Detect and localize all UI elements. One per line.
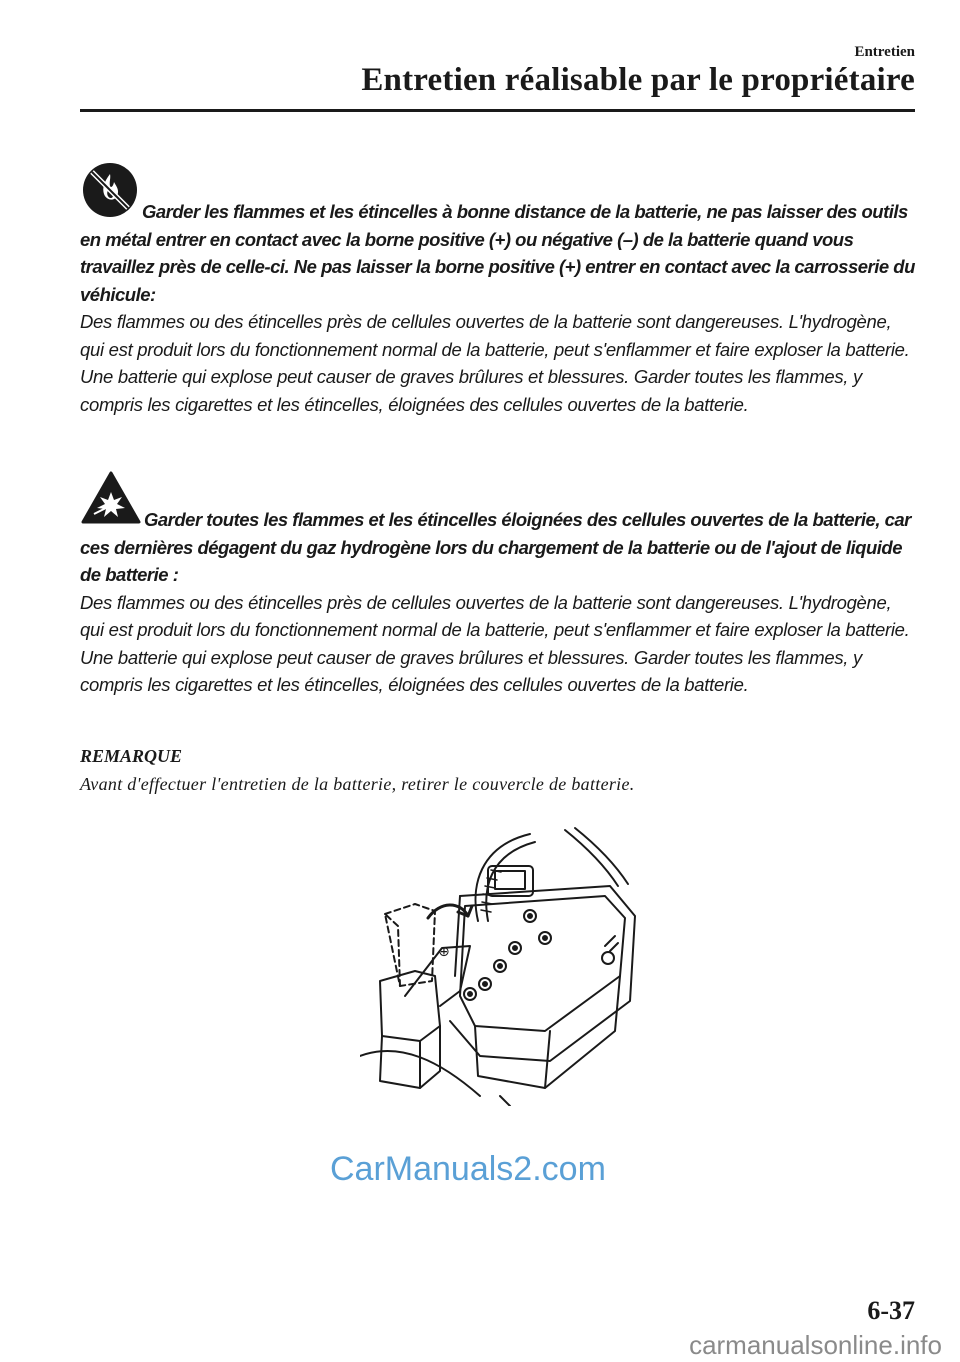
- section-label: Entretien: [854, 44, 915, 60]
- warning-body: Des flammes ou des étincelles près de cellules ouvertes de la batterie sont dangereuses. L'hydrogène, qui est produit lors du fonctionnement normal de la batterie, peut s'enflammer et faire exploser la batterie. Une batterie qui explose peut causer de graves brûlures et blessures. Garder toutes les flammes, y compris les cigarettes et les étincelles, éloignées des cellules ouvertes de la batterie.: [80, 591, 910, 695]
- page-number: 6-37: [867, 1296, 915, 1325]
- no-flame-icon: [80, 160, 140, 225]
- warning-body: Des flammes ou des étincelles près de cellules ouvertes de la batterie sont dangereuses. L'hydrogène, qui est produit lors du fonctionnement normal de la batterie, peut s'enflammer et faire exploser la batterie. Une batterie qui explose peut causer de graves brûlures et blessures. Garder toutes les flammes, y compris les cigarettes et les étincelles, éloignées des cellules ouvertes de la batterie.: [80, 311, 910, 415]
- page-title: Entretien réalisable par le propriétaire: [361, 62, 915, 98]
- warning-block-flames: [80, 160, 915, 418]
- header-divider: [80, 109, 915, 112]
- explosion-warning-icon: [80, 470, 142, 531]
- warning-title: Garder toutes les flammes et les étincelles éloignées des cellules ouvertes de la batterie, car ces dernières dégagent du gaz hydrogène lors du chargement de la batterie ou de l'ajout de liquide de batterie :: [80, 509, 911, 585]
- note-text: Avant d'effectuer l'entretien de la batterie, retirer le couvercle de batterie.: [80, 774, 635, 794]
- footer-site-link[interactable]: carmanualsonline.info: [689, 1330, 942, 1360]
- svg-text:⊕: ⊕: [438, 944, 450, 960]
- warning-block-hydrogen: [80, 470, 915, 699]
- note-heading: REMARQUE: [80, 746, 183, 766]
- watermark: CarManuals2.com: [330, 1150, 606, 1188]
- warning-title: Garder les flammes et les étincelles à bonne distance de la batterie, ne pas laisser des outils en métal entrer en contact avec la borne positive (+) ou négative (–) de la batterie quand vous travaillez près de celle-ci. Ne pas laisser la borne positive (+) entrer en contact avec la carrosserie du véhicule:: [80, 201, 915, 305]
- battery-cover-illustration: [360, 826, 650, 1111]
